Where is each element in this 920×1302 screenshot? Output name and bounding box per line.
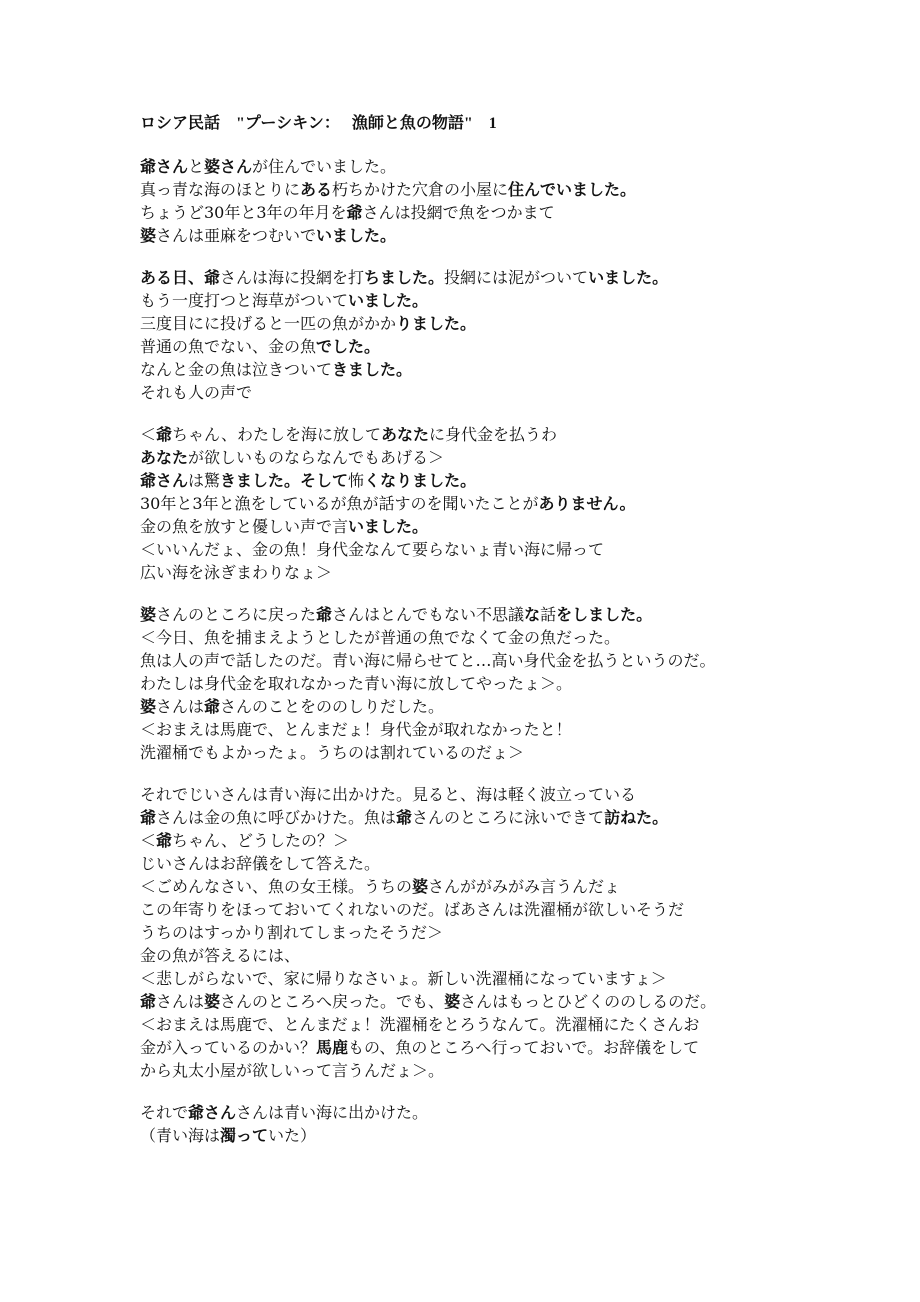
text-segment: さんは亜麻をつむいで (156, 226, 317, 245)
text-segment: 金の魚が答えるには、 (140, 946, 301, 965)
text-segment: ＜ (140, 831, 157, 850)
bold-text-segment: いました。 (348, 517, 429, 536)
bold-text-segment: くなりました。 (364, 471, 477, 490)
text-line (140, 266, 860, 289)
text-line (140, 626, 860, 649)
text-segment: ちょうど30年と3年の年月を (140, 203, 347, 222)
text-segment: 怖 (348, 471, 365, 490)
text-segment: それも人の声で (140, 383, 253, 402)
bold-text-segment: 濁って (220, 1126, 269, 1145)
text-line (140, 469, 860, 492)
bold-text-segment: 爺 (156, 425, 173, 444)
story-paragraph (140, 266, 860, 404)
text-segment: 広い海を泳ぎまわりなょ＞ (140, 563, 333, 582)
text-line (140, 224, 860, 247)
bold-text-segment: をしました。 (556, 605, 653, 624)
text-line (140, 829, 860, 852)
text-segment: さんは (156, 697, 205, 716)
text-segment: なんと金の魚は泣きついて (140, 360, 333, 379)
text-segment: から丸太小屋が欲しいって言うんだょ＞。 (140, 1061, 445, 1080)
text-line (140, 921, 860, 944)
text-segment: さんががみがみ言うんだょ (428, 877, 621, 896)
text-segment: ちゃん、わたしを海に放して (172, 425, 381, 444)
text-segment: さんのことをののしりだした。 (220, 697, 445, 716)
text-segment: さんは海に投網を打 (220, 268, 365, 287)
bold-text-segment: 爺 (156, 831, 173, 850)
text-line (140, 649, 860, 672)
bold-text-segment: 爺さん (140, 471, 189, 490)
text-segment: じいさんはお辞儀をして答えた。 (140, 854, 381, 873)
bold-text-segment: 婆 (204, 992, 221, 1011)
bold-text-segment: 婆さん (204, 157, 253, 176)
text-segment: さんは青い海に出かけた。 (236, 1103, 429, 1122)
text-line (140, 492, 860, 515)
text-segment: ＜悲しがらないで、家に帰りなさいょ。新しい洗濯桶になっていますょ＞ (140, 969, 667, 988)
bold-text-segment: 婆 (140, 605, 157, 624)
text-segment: ＜おまえは馬鹿で、とんまだょ！洗濯桶をとろうなんて。洗濯桶にたくさんお (140, 1015, 700, 1034)
text-segment: ＜ごめんなさい、魚の女王様。うちの (140, 877, 413, 896)
text-line (140, 1013, 860, 1036)
text-segment: うちのはすっかり割れてしまったそうだ＞ (140, 923, 444, 942)
text-segment: もの、魚のところへ行っておいで。お辞儀をして (348, 1038, 700, 1057)
story-paragraph (140, 423, 860, 584)
text-segment: 投網には泥がついて (444, 268, 589, 287)
bold-text-segment: ありません。 (538, 494, 636, 513)
bold-text-segment: あなた (140, 448, 189, 467)
text-line (140, 178, 860, 201)
text-segment: ＜ (140, 425, 157, 444)
bold-text-segment: 婆 (140, 697, 157, 716)
text-segment: さんは (156, 992, 205, 1011)
text-segment: もう一度打つと海草がついて (140, 291, 349, 310)
text-segment: 話 (540, 605, 557, 624)
text-line (140, 289, 860, 312)
bold-text-segment: いました。 (348, 291, 429, 310)
bold-text-segment: きました。そして (220, 471, 349, 490)
bold-text-segment: ある日、爺 (140, 268, 221, 287)
bold-text-segment: 爺 (316, 605, 333, 624)
text-line (140, 898, 860, 921)
text-segment: 洗濯桶でもよかったょ。うちのは割れているのだょ＞ (140, 743, 525, 762)
text-segment: ＜いいんだょ、金の魚！身代金なんて要らないょ青い海に帰って (140, 540, 605, 559)
story-paragraph (140, 783, 860, 1082)
text-segment: さんのところに戻った (156, 605, 317, 624)
text-line (140, 990, 860, 1013)
text-segment: 金が入っているのかい？ (140, 1038, 317, 1057)
text-segment: が住んでいました。 (252, 157, 397, 176)
bold-text-segment: 爺さん (188, 1103, 237, 1122)
bold-text-segment: 爺 (396, 808, 413, 827)
bold-text-segment: 訪ねた。 (604, 808, 669, 827)
text-line (140, 741, 860, 764)
bold-text-segment: な (524, 605, 541, 624)
text-line (140, 155, 860, 178)
bold-text-segment: ちました。 (364, 268, 445, 287)
text-line (140, 561, 860, 584)
bold-text-segment: 爺 (204, 697, 221, 716)
text-segment: は驚 (188, 471, 221, 490)
text-line (140, 695, 860, 718)
text-line (140, 358, 860, 381)
text-segment: それで (140, 1103, 189, 1122)
bold-text-segment: いました。 (316, 226, 397, 245)
text-line (140, 718, 860, 741)
text-line (140, 875, 860, 898)
text-segment: 朽ちかけた穴倉の小屋に (332, 180, 509, 199)
text-line (140, 201, 860, 224)
text-segment: この年寄りをほっておいてくれないのだ。ばあさんは洗濯桶が欲しいそうだ (140, 900, 685, 919)
text-segment: に身代金を払うわ (429, 425, 558, 444)
bold-text-segment: 婆 (140, 226, 157, 245)
bold-text-segment: 爺 (140, 992, 157, 1011)
text-line (140, 423, 860, 446)
text-segment: さんのところに泳いできて (412, 808, 605, 827)
text-segment: ＜おまえは馬鹿で、とんまだょ！身代金が取れなかったと！ (140, 720, 572, 739)
story-paragraph (140, 1101, 860, 1147)
text-segment: さんのところへ戻った。でも、 (220, 992, 445, 1011)
text-segment: 真っ青な海のほとりに (140, 180, 301, 199)
text-segment: と (188, 157, 205, 176)
text-segment: さんはもっとひどくののしるのだ。 (460, 992, 717, 1011)
text-line (140, 1101, 860, 1124)
text-line (140, 538, 860, 561)
text-line (140, 335, 860, 358)
bold-text-segment: 婆 (412, 877, 429, 896)
bold-text-segment: 爺 (140, 808, 157, 827)
bold-text-segment: 馬鹿 (316, 1038, 349, 1057)
text-line (140, 672, 860, 695)
text-segment: ＜今日、魚を捕まえようとしたが普通の魚でなくて金の魚だった。 (140, 628, 621, 647)
text-segment: ちゃん、どうしたの？＞ (172, 831, 349, 850)
bold-text-segment: でした。 (316, 337, 381, 356)
text-segment: さんはとんでもない不思議 (332, 605, 525, 624)
text-segment: さんは投網で魚をつかまて (362, 203, 555, 222)
text-line (140, 852, 860, 875)
document-page (140, 112, 860, 1166)
text-line (140, 806, 860, 829)
bold-text-segment: きました。 (332, 360, 413, 379)
text-segment: 30年と3年と漁をしているが魚が話すのを聞いたことが (140, 494, 539, 513)
story-paragraph (140, 603, 860, 764)
story-paragraph (140, 155, 860, 247)
text-line (140, 783, 860, 806)
text-segment: いた） (268, 1126, 317, 1145)
text-line (140, 1124, 860, 1147)
text-segment: が欲しいものならなんでもあげる＞ (188, 448, 445, 467)
text-line (140, 1059, 860, 1082)
text-segment: さんは金の魚に呼びかけた。魚は (156, 808, 397, 827)
text-line (140, 312, 860, 335)
bold-text-segment: りました。 (396, 314, 477, 333)
text-line (140, 944, 860, 967)
text-segment: （青い海は (140, 1126, 221, 1145)
bold-text-segment: 住んでいました。 (508, 180, 637, 199)
text-line (140, 446, 860, 469)
text-segment: 魚は人の声で話したのだ。青い海に帰らせてと…高い身代金を払うというのだ。 (140, 651, 716, 670)
text-line (140, 381, 860, 404)
text-segment: 三度目にに投げると一匹の魚がかか (140, 314, 397, 333)
text-segment: わたしは身代金を取れなかった青い海に放してやったょ＞。 (140, 674, 573, 693)
bold-text-segment: あなた (381, 425, 430, 444)
text-line (140, 515, 860, 538)
bold-text-segment: 婆 (444, 992, 461, 1011)
document-title: ロシア民話 "プーシキン： 漁師と魚の物語" 1 (140, 115, 497, 132)
bold-text-segment: いました。 (588, 268, 669, 287)
text-segment: それでじいさんは青い海に出かけた。見ると、海は軽く波立っている (140, 785, 637, 804)
text-line (140, 1036, 860, 1059)
bold-text-segment: 爺 (346, 203, 363, 222)
text-line (140, 967, 860, 990)
bold-text-segment: 爺さん (140, 157, 189, 176)
story-body (140, 155, 860, 1147)
bold-text-segment: ある (300, 180, 333, 199)
text-line (140, 603, 860, 626)
text-segment: 普通の魚でない、金の魚 (140, 337, 317, 356)
text-segment: 金の魚を放すと優しい声で言 (140, 517, 349, 536)
